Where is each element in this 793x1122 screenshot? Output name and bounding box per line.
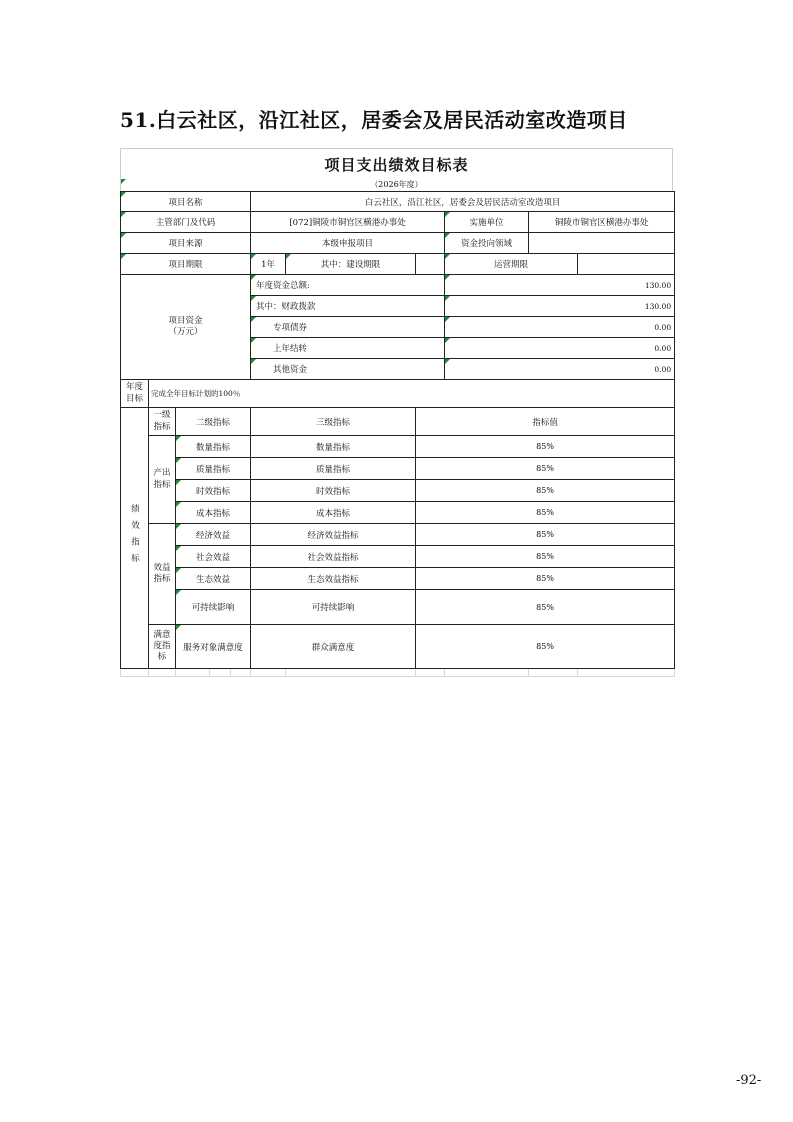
value-header: 指标值 (416, 408, 675, 436)
grid-cell (578, 669, 675, 677)
funds-item-value: 0.00 (445, 338, 675, 359)
indicator-value: 85% (416, 590, 675, 625)
grid-cell (416, 669, 445, 677)
page-number: -92- (736, 1073, 762, 1088)
indicator-l3: 成本指标 (251, 502, 416, 524)
output-label: 产出指标 (149, 436, 176, 524)
grid-cell (445, 669, 529, 677)
funds-unit: （万元） (168, 327, 203, 337)
annual-target-value: 完成全年目标计划的100％ (149, 380, 675, 408)
year-label: （2026年度） (120, 179, 673, 191)
indicator-l2: 可持续影响 (176, 590, 251, 625)
indicator-l2: 经济效益 (176, 524, 251, 546)
dept-label: 主管部门及代码 (121, 212, 251, 233)
level1-header: 一级指标 (149, 408, 176, 436)
performance-table (120, 191, 675, 677)
indicator-l2: 生态效益 (176, 568, 251, 590)
funds-item-label: 上年结转 (251, 338, 445, 359)
funds-item-value: 130.00 (445, 296, 675, 317)
perf-vertical-label (121, 408, 149, 669)
grid-cell (176, 669, 210, 677)
indicator-l3: 数量指标 (251, 436, 416, 458)
indicator-l2: 时效指标 (176, 480, 251, 502)
page-heading: 51.白云社区，沿江社区，居委会及居民活动室改造项目 (120, 108, 628, 132)
funds-item-label: 其中：财政拨款 (251, 296, 445, 317)
level2-header: 二级指标 (176, 408, 251, 436)
op-period-value (578, 254, 675, 275)
indicator-l2: 服务对象满意度 (176, 625, 251, 669)
indicator-value: 85% (416, 458, 675, 480)
funds-item-label: 年度资金总额: (251, 275, 445, 296)
indicator-l3: 可持续影响 (251, 590, 416, 625)
satisfaction-label: 满意度指标 (149, 625, 176, 669)
performance-sheet (120, 148, 673, 677)
period-value: 1年 (251, 254, 286, 275)
table-title: 项目支出绩效目标表 (120, 148, 673, 179)
indicator-l3: 经济效益指标 (251, 524, 416, 546)
source-value: 本级申报项目 (251, 233, 445, 254)
indicator-value: 85% (416, 625, 675, 669)
funds-title: 项目资金 (168, 315, 203, 326)
grid-cell (210, 669, 231, 677)
period-label: 项目期限 (121, 254, 251, 275)
grid-cell (529, 669, 578, 677)
impl-unit-value: 铜陵市铜官区横港办事处 (529, 212, 675, 233)
indicator-l3: 时效指标 (251, 480, 416, 502)
funds-item-value: 0.00 (445, 317, 675, 338)
invest-field-label: 资金投向领域 (445, 233, 529, 254)
funds-item-label: 其他资金 (251, 359, 445, 380)
impl-unit-label: 实施单位 (445, 212, 529, 233)
funds-label (121, 275, 251, 380)
grid-cell (121, 669, 149, 677)
build-period-value (416, 254, 445, 275)
perf-vertical-text: 绩效指标 (129, 503, 140, 570)
build-period-label: 其中：建设期限 (286, 254, 416, 275)
annual-target-label (121, 380, 149, 408)
project-name-label: 项目名称 (121, 192, 251, 212)
indicator-value: 85% (416, 568, 675, 590)
annual-target-label-1: 年度 (125, 382, 143, 393)
grid-cell (149, 669, 176, 677)
level3-header: 三级指标 (251, 408, 416, 436)
grid-cell (286, 669, 416, 677)
grid-cell (231, 669, 251, 677)
funds-item-value: 0.00 (445, 359, 675, 380)
indicator-l2: 数量指标 (176, 436, 251, 458)
indicator-value: 85% (416, 524, 675, 546)
indicator-value: 85% (416, 502, 675, 524)
indicator-value: 85% (416, 480, 675, 502)
funds-item-label: 专项债券 (251, 317, 445, 338)
indicator-l2: 社会效益 (176, 546, 251, 568)
indicator-l3: 社会效益指标 (251, 546, 416, 568)
indicator-l2: 成本指标 (176, 502, 251, 524)
dept-value: [072]铜陵市铜官区横港办事处 (251, 212, 445, 233)
benefit-label: 效益指标 (149, 524, 176, 625)
invest-field-value (529, 233, 675, 254)
indicator-l3: 生态效益指标 (251, 568, 416, 590)
project-name-value: 白云社区，沿江社区，居委会及居民活动室改造项目 (251, 192, 675, 212)
indicator-l2: 质量指标 (176, 458, 251, 480)
funds-item-value: 130.00 (445, 275, 675, 296)
op-period-label: 运营期限 (445, 254, 578, 275)
indicator-l3: 质量指标 (251, 458, 416, 480)
source-label: 项目来源 (121, 233, 251, 254)
annual-target-label-2: 目标 (125, 393, 143, 404)
indicator-l3: 群众满意度 (251, 625, 416, 669)
grid-cell (251, 669, 286, 677)
indicator-value: 85% (416, 546, 675, 568)
indicator-value: 85% (416, 436, 675, 458)
